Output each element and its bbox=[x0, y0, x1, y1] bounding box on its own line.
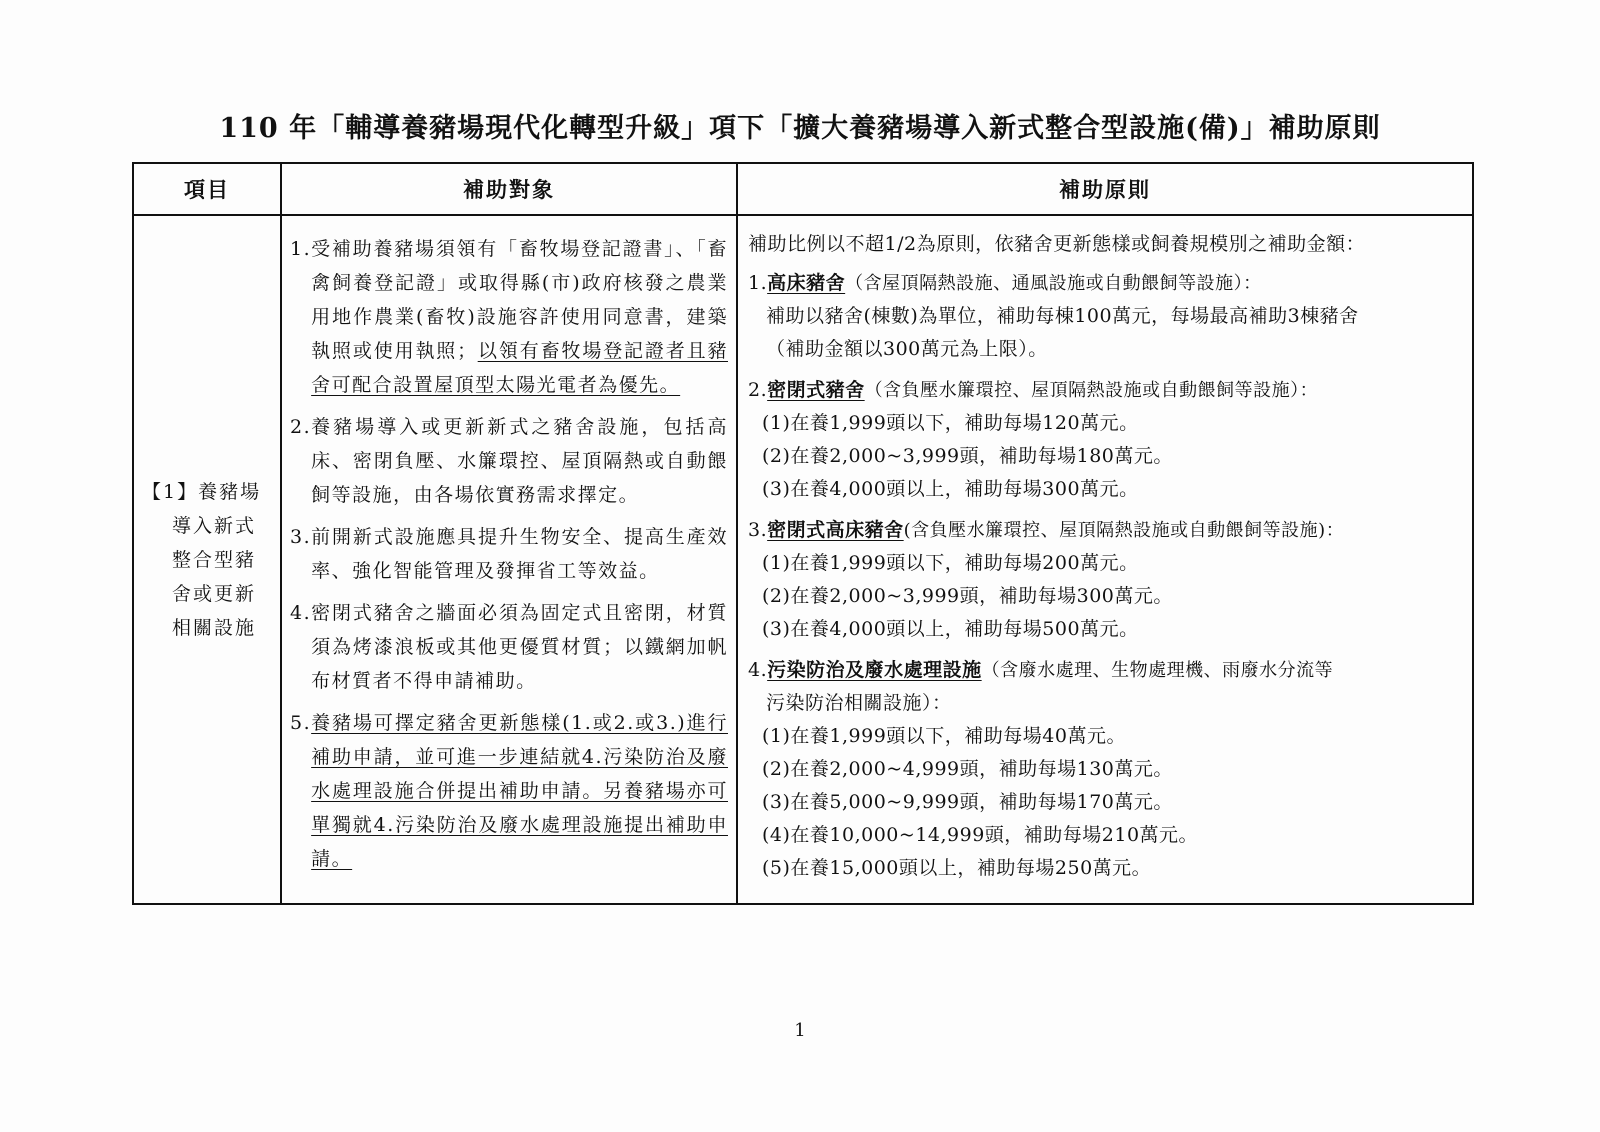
principle-group-4 bbox=[748, 654, 1464, 885]
principle-heading bbox=[748, 267, 1464, 300]
target-text bbox=[311, 596, 728, 698]
target-item-3 bbox=[290, 520, 728, 588]
target-number: 3. bbox=[290, 526, 312, 548]
subsidy-table bbox=[132, 162, 1474, 905]
principle-note: （含屋頂隔熱設施、通風設施或自動餵飼等設施）： bbox=[845, 273, 1262, 294]
header-target: 補助對象 bbox=[281, 163, 737, 215]
target-number: 5. bbox=[290, 712, 312, 734]
principle-number: 2. bbox=[748, 379, 768, 401]
principle-heading bbox=[748, 654, 1464, 687]
principle-group-1 bbox=[748, 267, 1464, 366]
target-text-plain: 養豬場導入或更新新式之豬舍設施，包括高床、密閉負壓、水簾環控、屋頂隔熱或自動餵飼等設施，由各場依實務需求擇定。 bbox=[311, 416, 728, 506]
header-row bbox=[133, 163, 1473, 215]
target-text bbox=[311, 410, 728, 512]
principle-line: (1)在養1,999頭以下，補助每場120萬元。 bbox=[762, 412, 1139, 434]
principle-line: (4)在養10,000~14,999頭，補助每場210萬元。 bbox=[762, 824, 1199, 846]
principle-group-2 bbox=[748, 374, 1464, 506]
document-title: 110 年「輔導養豬場現代化轉型升級」項下「擴大養豬場導入新式整合型設施(備)」補助原則 bbox=[219, 113, 1381, 144]
principle-group-3 bbox=[748, 514, 1464, 646]
principle-name: 污染防治及廢水處理設施 bbox=[767, 659, 982, 681]
target-number: 2. bbox=[290, 416, 312, 438]
principle-name: 密閉式高床豬舍 bbox=[767, 519, 904, 541]
target-text bbox=[311, 706, 728, 876]
header-principle: 補助原則 bbox=[737, 163, 1473, 215]
target-text-plain: 前開新式設施應具提升生物安全、提高生產效率、強化智能管理及發揮省工等效益。 bbox=[311, 526, 728, 582]
principles-cell bbox=[737, 215, 1473, 904]
principle-line: 污染防治相關設施）： bbox=[766, 692, 952, 714]
principle-name: 密閉式豬舍 bbox=[767, 379, 865, 401]
principle-line: (3)在養4,000頭以上，補助每場300萬元。 bbox=[762, 478, 1139, 500]
target-text-plain: 受補助養豬場須領有「畜牧場登記證書」、「畜禽飼養登記證」或取得縣(市)政府核發之農業用地作農業(畜牧)設施容許使用同意書，建築執照或使用執照； bbox=[311, 238, 728, 362]
target-item-4 bbox=[290, 596, 728, 698]
principle-name: 高床豬舍 bbox=[767, 272, 846, 294]
principle-heading bbox=[748, 514, 1464, 547]
principle-line: (1)在養1,999頭以下，補助每場40萬元。 bbox=[762, 725, 1126, 747]
item-cell bbox=[133, 215, 281, 904]
principle-number: 1. bbox=[748, 272, 768, 294]
principle-note: (含負壓水簾環控、屋頂隔熱設施或自動餵飼等設施)： bbox=[903, 520, 1345, 541]
item-label-rest: 導入新式整合型豬舍或更新相關設施 bbox=[172, 514, 257, 639]
table-row bbox=[133, 215, 1473, 904]
target-text bbox=[311, 232, 728, 402]
target-text-plain: 密閉式豬舍之牆面必須為固定式且密閉，材質須為烤漆浪板或其他更優質材質；以鐵網加帆布材質者不得申請補助。 bbox=[311, 602, 728, 692]
target-number: 1. bbox=[290, 238, 312, 260]
principle-number: 3. bbox=[748, 519, 768, 541]
targets-cell bbox=[281, 215, 737, 904]
principle-line: 補助以豬舍(棟數)為單位，補助每棟100萬元，每場最高補助3棟豬舍 bbox=[766, 305, 1359, 327]
target-item-1 bbox=[290, 232, 728, 402]
header-item: 項目 bbox=[133, 163, 281, 215]
principle-line: (1)在養1,999頭以下，補助每場200萬元。 bbox=[762, 552, 1139, 574]
page-number: 1 bbox=[794, 1020, 806, 1041]
principle-line: （補助金額以300萬元為上限）。 bbox=[766, 338, 1048, 360]
item-label-first: 【1】養豬場 bbox=[142, 480, 262, 503]
principle-number: 4. bbox=[748, 659, 768, 681]
principle-line: (3)在養5,000~9,999頭，補助每場170萬元。 bbox=[762, 791, 1173, 813]
principle-note: （含負壓水簾環控、屋頂隔熱設施或自動餵飼等設施）： bbox=[864, 380, 1319, 401]
target-number: 4. bbox=[290, 602, 312, 624]
principle-line: (3)在養4,000頭以上，補助每場500萬元。 bbox=[762, 618, 1139, 640]
principle-line: (2)在養2,000~3,999頭，補助每場180萬元。 bbox=[762, 445, 1173, 467]
principle-note: （含廢水處理、生物處理機、雨廢水分流等 bbox=[981, 660, 1334, 681]
principle-heading bbox=[748, 374, 1464, 407]
principle-line: (2)在養2,000~4,999頭，補助每場130萬元。 bbox=[762, 758, 1173, 780]
target-text-underlined: 以領有畜牧場登記證者且豬舍可配合設置屋頂型太陽光電者為優先。 bbox=[311, 340, 728, 396]
target-text-underlined: 養豬場可擇定豬舍更新態樣(1.或2.或3.)進行補助申請，並可進一步連結就4.污染防治及廢水處理設施合併提出補助申請。另養豬場亦可單獨就4.污染防治及廢水處理設施提出補助申請。 bbox=[311, 712, 728, 870]
target-item-5 bbox=[290, 706, 728, 876]
target-text bbox=[311, 520, 728, 588]
principle-line: (5)在養15,000頭以上，補助每場250萬元。 bbox=[762, 857, 1152, 879]
target-item-2 bbox=[290, 410, 728, 512]
principle-line: (2)在養2,000~3,999頭，補助每場300萬元。 bbox=[762, 585, 1173, 607]
principle-intro: 補助比例以不超1/2為原則，依豬舍更新態樣或飼養規模別之補助金額： bbox=[748, 233, 1366, 255]
